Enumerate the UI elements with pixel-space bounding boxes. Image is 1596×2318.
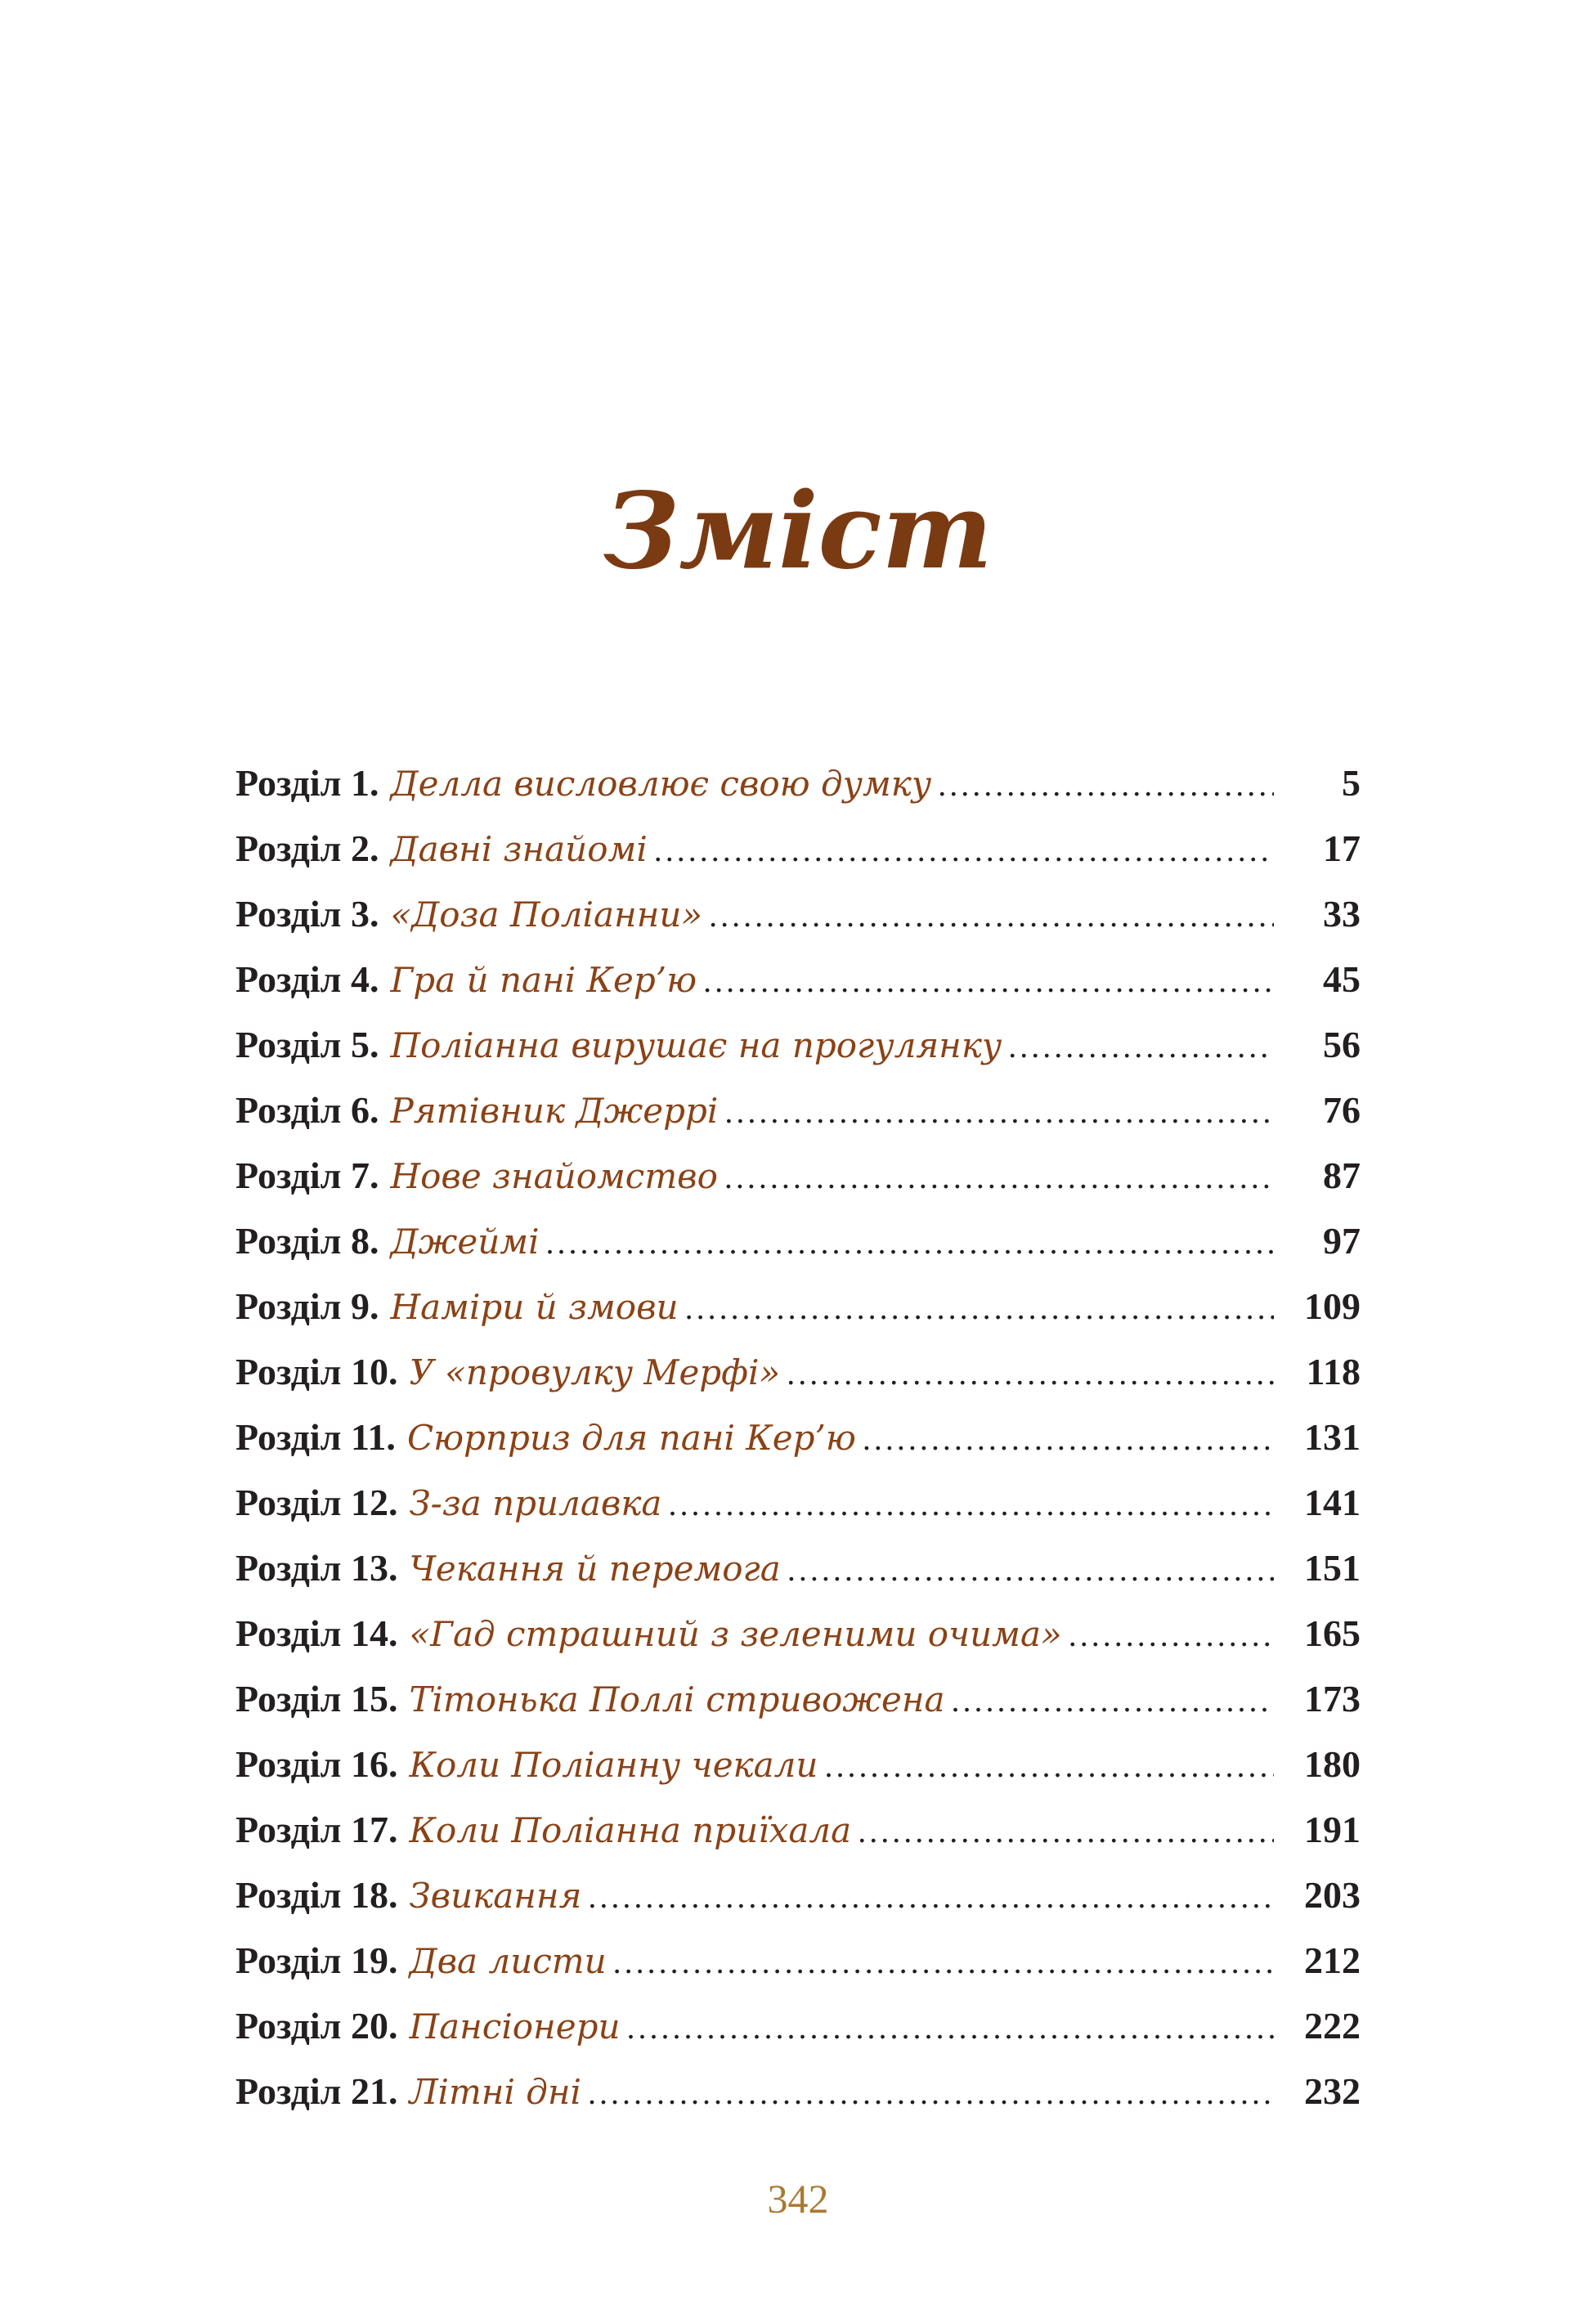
dot-leader [824,1733,1274,1799]
chapter-title: «Доза Поліанни» [390,894,703,935]
toc-entry [235,1078,1361,1143]
chapter-title: Звикання [409,1876,582,1916]
chapter-page-number: 118 [1306,1351,1361,1392]
toc-entry [235,1405,1361,1470]
toc-entry [235,947,1361,1012]
chapter-title: Літні дні [409,2072,581,2112]
chapter-page-number: 87 [1323,1155,1361,1196]
chapter-label: Розділ 20. [235,2005,398,2047]
chapter-title: Наміри й змови [390,1287,679,1327]
toc-entry [235,1339,1361,1405]
toc-entry [235,1993,1361,2059]
chapter-page-number: 109 [1304,1285,1361,1327]
toc-entry [235,1208,1361,1274]
chapter-page-number: 97 [1323,1220,1361,1262]
dot-leader [724,1145,1274,1210]
chapter-title: Давні знайомі [390,829,648,869]
chapter-title: З-за прилавка [409,1483,662,1523]
toc-entry [235,751,1361,816]
chapter-title: Делла висловлює свою думку [390,764,932,804]
chapter-label: Розділ 8. [235,1220,379,1262]
dot-leader [613,1930,1274,1995]
chapter-title: Нове знайомство [390,1156,718,1196]
chapter-label: Розділ 4. [235,958,379,1000]
dot-leader [724,1079,1274,1145]
toc-entry [235,1666,1361,1732]
dot-leader [685,1276,1274,1341]
chapter-title: Поліанна вирушає на прогулянку [390,1025,1002,1065]
dot-leader [654,818,1274,883]
toc-entry [235,1143,1361,1208]
chapter-title: Гра й пані Кер’ю [390,960,697,1000]
page-number: 342 [767,2176,829,2222]
chapter-page-number: 151 [1304,1547,1361,1589]
chapter-page-number: 5 [1342,762,1361,804]
chapter-title: «Гад страшний з зеленими очима» [409,1614,1062,1654]
table-of-contents [235,751,1361,2124]
chapter-page-number: 76 [1323,1089,1361,1131]
chapter-page-number: 191 [1304,1809,1361,1850]
dot-leader [1008,1014,1274,1079]
dot-leader [787,1341,1274,1406]
dot-leader [546,1210,1274,1276]
chapter-page-number: 141 [1304,1482,1361,1523]
chapter-label: Розділ 16. [235,1743,398,1785]
chapter-page-number: 232 [1304,2070,1361,2112]
chapter-page-number: 203 [1304,1874,1361,1916]
chapter-title: Коли Поліанну чекали [409,1745,818,1785]
chapter-label: Розділ 15. [235,1678,398,1719]
chapter-title: Сюрприз для пані Кер’ю [406,1418,856,1458]
dot-leader [787,1537,1274,1603]
toc-entry [235,1012,1361,1078]
toc-entry [235,2059,1361,2124]
chapter-page-number: 180 [1304,1743,1361,1785]
chapter-label: Розділ 21. [235,2070,398,2112]
chapter-label: Розділ 6. [235,1089,379,1131]
chapter-title: Коли Поліанна приїхала [409,1810,852,1850]
chapter-title: Пансіонери [409,2006,621,2047]
chapter-label: Розділ 12. [235,1482,398,1523]
toc-entry [235,1274,1361,1339]
chapter-label: Розділ 14. [235,1612,398,1654]
toc-entry [235,1470,1361,1536]
dot-leader [703,948,1274,1014]
chapter-page-number: 45 [1323,958,1361,1000]
toc-entry [235,816,1361,881]
chapter-title: Чекання й перемога [409,1549,781,1589]
dot-leader [668,1472,1274,1537]
dot-leader [938,752,1274,818]
toc-entry [235,1536,1361,1601]
chapter-label: Розділ 9. [235,1285,379,1327]
chapter-label: Розділ 1. [235,762,379,804]
chapter-label: Розділ 3. [235,893,379,935]
chapter-title: У «провулку Мерфі» [409,1352,781,1392]
toc-entry [235,1732,1361,1797]
dot-leader [1069,1603,1274,1668]
toc-entry [235,1863,1361,1928]
chapter-label: Розділ 17. [235,1809,398,1850]
chapter-label: Розділ 13. [235,1547,398,1589]
chapter-label: Розділ 10. [235,1351,398,1392]
chapter-label: Розділ 18. [235,1874,398,1916]
toc-entry [235,1601,1361,1666]
chapter-label: Розділ 2. [235,827,379,869]
page-title: Зміст [603,469,993,593]
chapter-page-number: 17 [1323,827,1361,869]
chapter-label: Розділ 11. [235,1416,396,1458]
dot-leader [588,2060,1274,2126]
chapter-page-number: 33 [1323,893,1361,935]
dot-leader [863,1406,1274,1472]
chapter-page-number: 222 [1304,2005,1361,2047]
dot-leader [627,1995,1275,2060]
chapter-page-number: 165 [1304,1612,1361,1654]
dot-leader [858,1799,1274,1864]
chapter-title: Тітонька Поллі стривожена [409,1679,945,1719]
toc-entry [235,881,1361,947]
chapter-label: Розділ 7. [235,1155,379,1196]
chapter-page-number: 173 [1304,1678,1361,1719]
chapter-title: Джеймі [390,1222,540,1262]
chapter-label: Розділ 5. [235,1024,379,1065]
dot-leader [588,1864,1274,1930]
toc-entry [235,1797,1361,1863]
dot-leader [952,1668,1274,1733]
dot-leader [709,883,1274,948]
chapter-page-number: 212 [1304,1939,1361,1981]
chapter-page-number: 56 [1323,1024,1361,1065]
toc-entry [235,1928,1361,1993]
chapter-page-number: 131 [1304,1416,1361,1458]
chapter-title: Рятівник Джеррі [390,1091,719,1131]
chapter-label: Розділ 19. [235,1939,398,1981]
chapter-title: Два листи [409,1941,607,1981]
